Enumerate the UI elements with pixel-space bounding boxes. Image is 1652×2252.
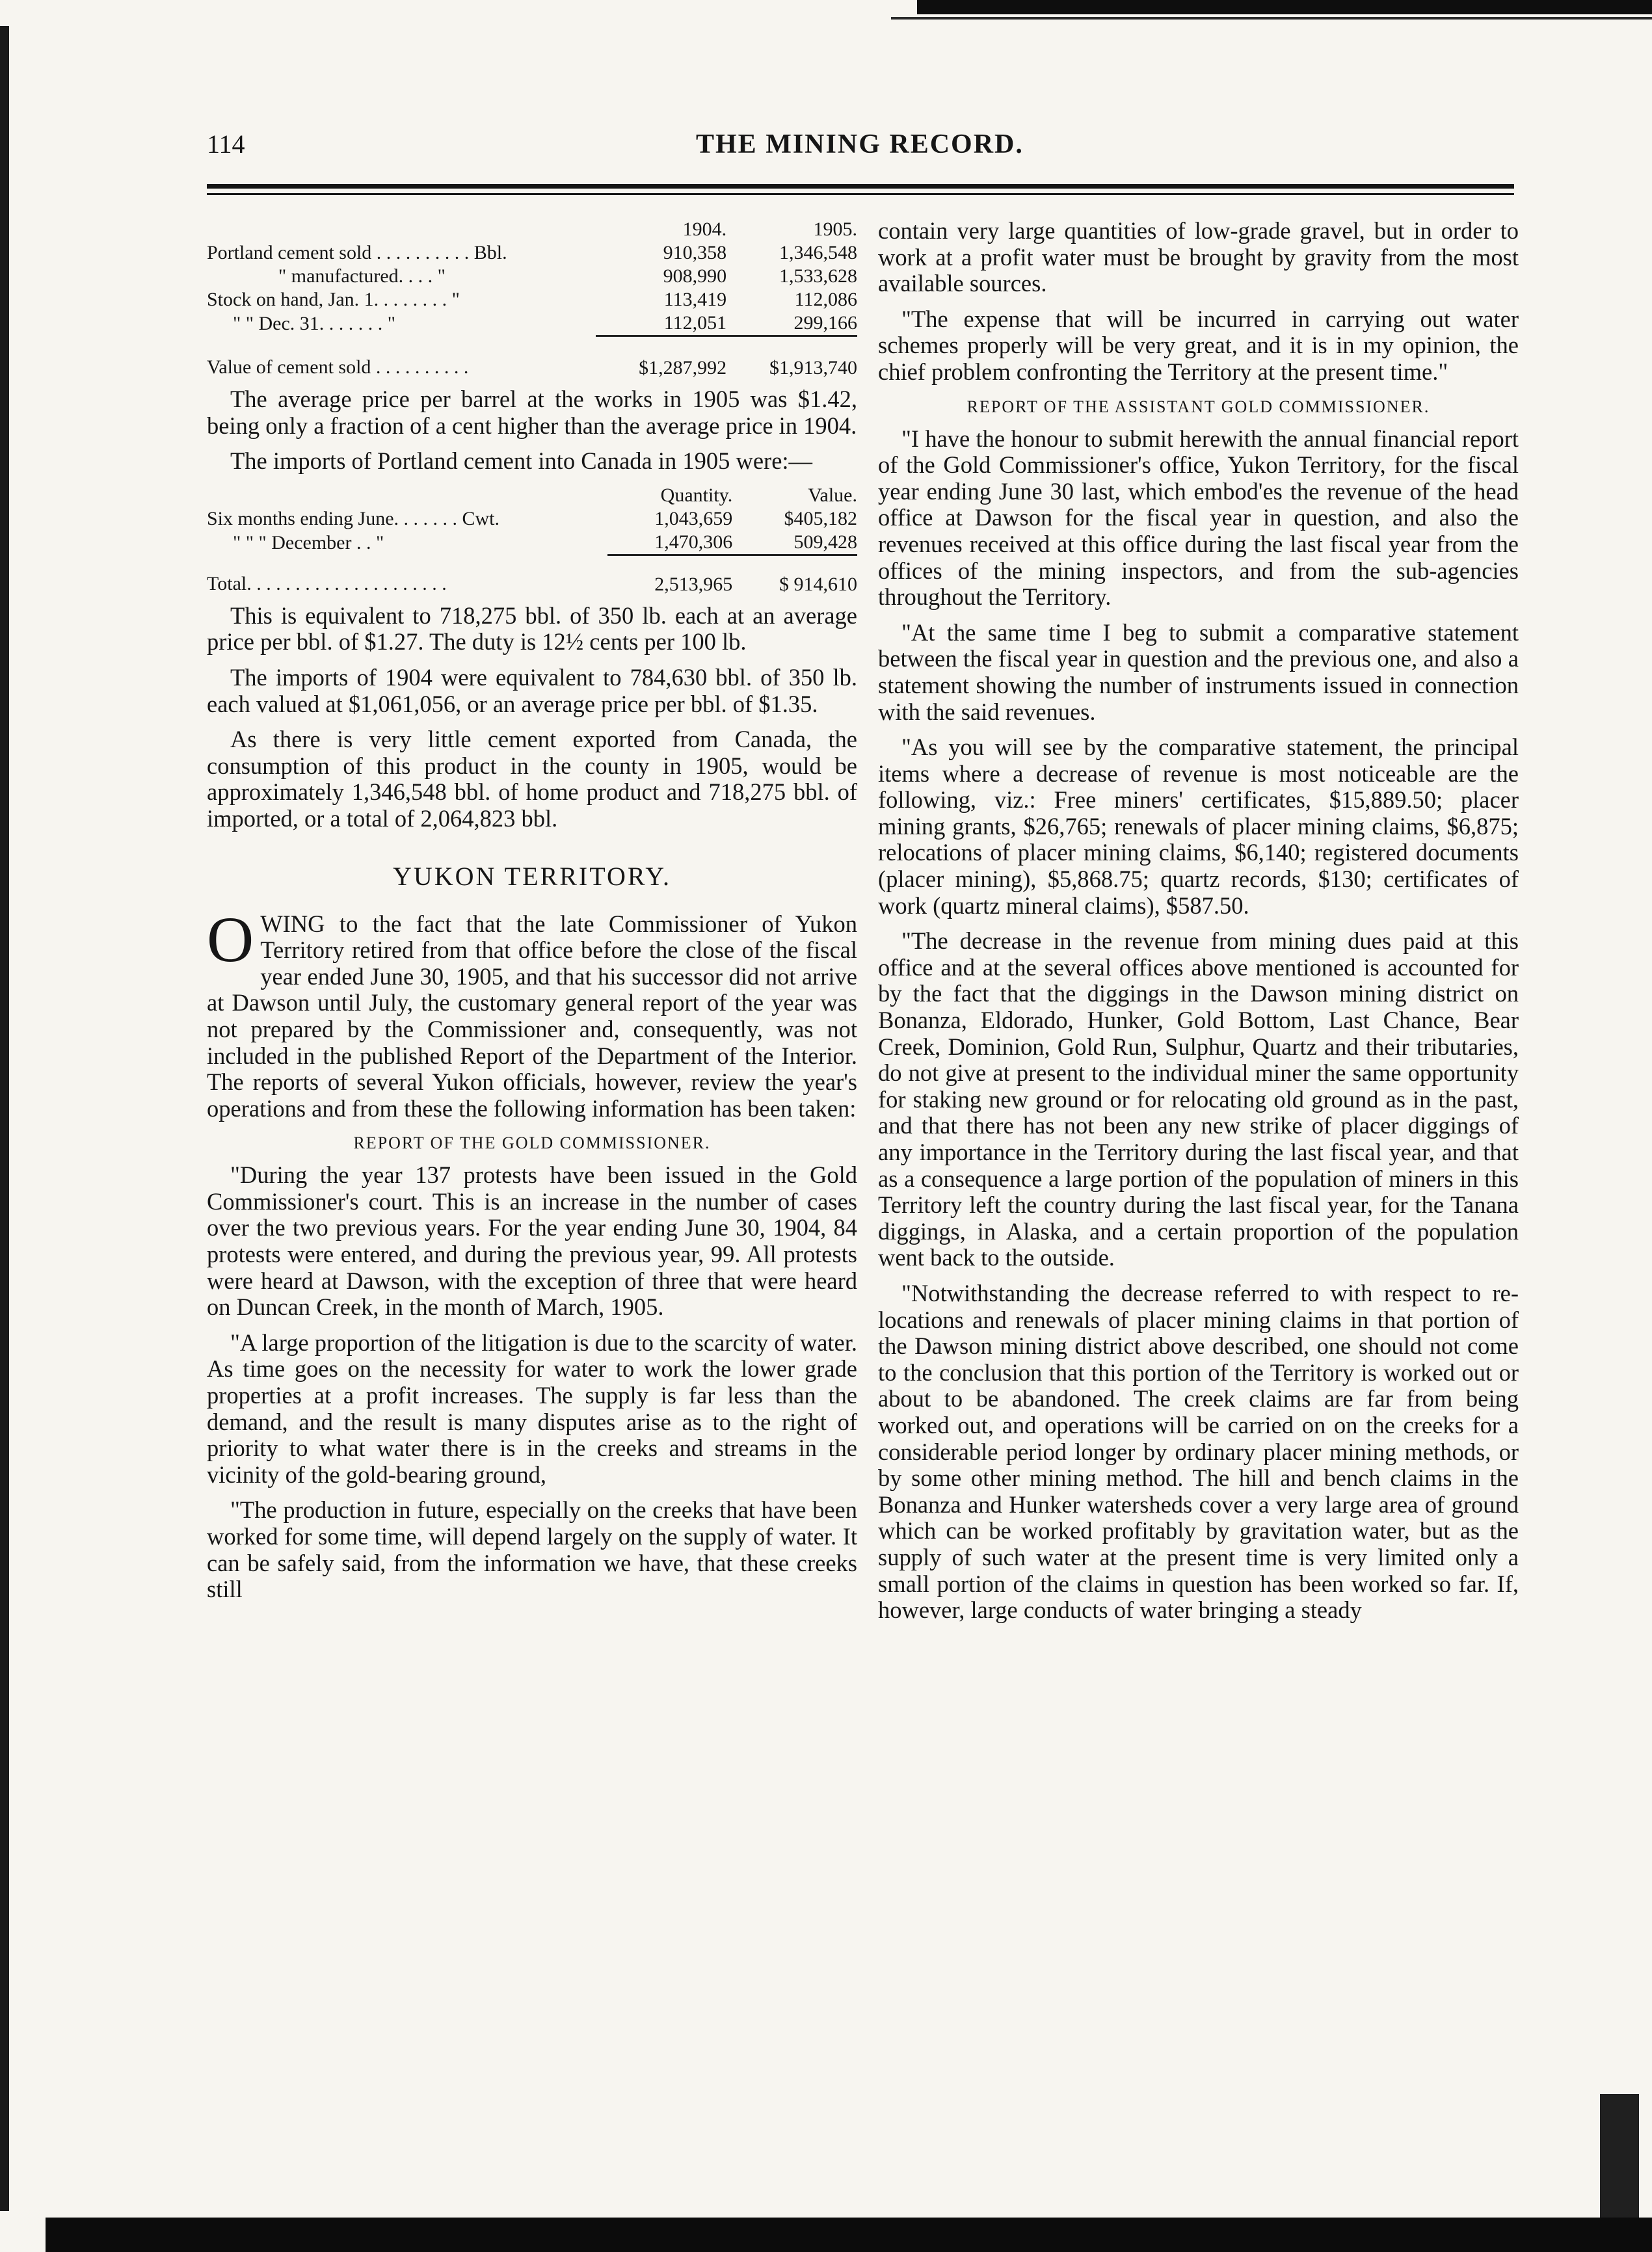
paragraph: "During the year 137 protests have been issued in the Gold Commissioner's court. This is an increase in the number of cases over the two previous years. For the year ending June 30, 1904, 84 protests were entered, and during the previous year, 99. All protests were heard at Dawson, with the exception of three that were heard on Duncan Creek, in the month of March, 1905. [207, 1161, 857, 1321]
paragraph: "The decrease in the revenue from mining dues paid at this office and at the several offices above mentioned is accounted for by the fact that the diggings in the Dawson mining district on Bonanza, Eldorado, Hunker, Gold Bottom, Last Chance, Bear Creek, Dominion, Gold Run, Sulphur, Quartz and their tributaries, do not give at present to the individual miner the same opportunity for staking new ground or for relocating old ground as in the past, and that there has not been any new strike of placer diggings of any importance in the Territory during the last fiscal year, and that as a consequence a large portion of the population of miners in this Territory left the country during the last fiscal year, for the Tanana diggings, in Alaska, and a certain proportion of the population went back to the outside. [878, 927, 1519, 1271]
year-1905-header: 1905. [813, 219, 857, 240]
table-row-total [207, 555, 857, 596]
value-label: Value of cement sold . . . . . . . . . . [207, 356, 469, 378]
cell-1905: 1,346,548 [779, 242, 857, 263]
scan-edge-bottom [46, 2218, 1652, 2252]
value-header: Value. [808, 484, 857, 506]
cell-value: 509,428 [732, 531, 857, 555]
paragraph: As there is very little cement exported from Canada, the consumption of this product in the county in 1905, would be approximately 1,346,548 bbl. of home product and 718,275 bbl. of imported, or a total of 2,064,823 bbl. [207, 726, 857, 832]
cell-quantity: 1,043,659 [654, 507, 733, 529]
total-label: Total. . . . . . . . . . . . . . . . . . . . . [207, 573, 447, 595]
section-title: YUKON TERRITORY. [392, 861, 672, 891]
scan-edge-top [917, 0, 1652, 14]
table-row [207, 507, 857, 531]
row-label: Six months ending June. . . . . . . Cwt. [207, 507, 500, 529]
cell-1905: 299,166 [726, 311, 857, 336]
paragraph: "Notwithstanding the decrease referred to with respect to re-locations and renewals of placer mining claims in that portion of the Dawson mining district above described, one should not come to the conclusion that this portion of the Territory is worked out or about to be abandoned. The creek claims are far from being worked out, and operations will be carried on on the creeks for a considerable period longer by ordinary placer mining methods, or by some other mining method. The hill and bench claims in the Bonanza and Hunker watersheds cover a very large area of ground which can be worked profitably by gravitation water, but as the supply of such water at the present time is very limited only a small portion of the claims in question has been worked so far. If, however, large conducts of water bringing a steady [878, 1279, 1519, 1624]
paragraph: "A large proportion of the litigation is due to the scarcity of water. As time goes on the necessity for water to work the lower grade properties at a profit increases. The supply is far less than the demand, and the result is many disputes arise as to the right of priority to what water there is in the creeks and streams in the vicinity of the gold-bearing ground, [207, 1329, 858, 1488]
table-row-total [207, 336, 857, 380]
table-row [207, 531, 857, 555]
running-title: THE MINING RECORD. [696, 129, 1024, 159]
paragraph: The imports of Portland cement into Canada in 1905 were:— [230, 447, 813, 475]
drop-cap: O [207, 903, 254, 975]
paragraph: "The expense that will be incurred in carrying out water schemes properly will be very great, and it is in my opinion, the chief problem confronting the Territory at the present time." [878, 305, 1519, 385]
page-number: 114 [207, 129, 245, 159]
year-1904-header: 1904. [682, 219, 727, 240]
paragraph: contain very large quantities of low-grade gravel, but in order to work at a profit water must be brought by gravity from the most available sources. [878, 217, 1519, 297]
value-1905: $1,913,740 [769, 357, 857, 378]
imports-table [207, 484, 857, 596]
total-value: $ 914,610 [779, 573, 857, 595]
table-row [207, 311, 857, 336]
cell-1904: 112,051 [596, 311, 726, 336]
cell-quantity: 1,470,306 [607, 531, 732, 555]
scan-edge-top-line [891, 17, 1652, 20]
paragraph: "At the same time I beg to submit a comparative statement between the fiscal year in question and the previous one, and also a statement showing the number of instruments issued in connection with the said revenues. [878, 618, 1519, 725]
cement-table [207, 218, 857, 380]
row-label: Portland cement sold . . . . . . . . . . Bbl. [207, 242, 507, 263]
paragraph: "The production in future, especially on the creeks that have been worked for some time, will depend largely on the supply of water. It can be safely said, from the information we have, that these creeks still [207, 1496, 857, 1603]
cell-1905: 112,086 [794, 289, 857, 310]
paragraph: "I have the honour to submit herewith the annual financial report of the Gold Commissioner's office, Yukon Territory, for the fiscal year ending June 30 last, which embod'es the revenue of the head office at Dawson for the fiscal year in question, and also the revenues received at this office during the last fiscal year from the offices of the mining inspectors, and from the sub-agencies throughout the Territory. [878, 425, 1519, 611]
paragraph: The imports of 1904 were equivalent to 784,630 bbl. of 350 lb. each valued at $1,061,056, or an average price per bbl. of $1.35. [207, 663, 857, 717]
table-row [207, 241, 857, 265]
paragraph: This is equivalent to 718,275 bbl. of 350 lb. each at an average price per bbl. of $1.27. The duty is 12½ cents per 100 lb. [207, 602, 857, 656]
scan-edge-corner [1600, 2094, 1639, 2218]
value-1904: $1,287,992 [639, 357, 727, 378]
table-row [207, 265, 857, 288]
quantity-header: Quantity. [660, 484, 733, 506]
total-quantity: 2,513,965 [654, 573, 733, 595]
cell-1904: 908,990 [663, 265, 727, 287]
intro-text: WING to the fact that the late Commissioner of Yukon Territory retired from that office before the close of the fiscal year ended June 30, 1905, and that his successor did not arrive at Dawson until July, the customary general report of the year was not prepared by the Commissioner and, consequently, was not included in the published Report of the Department of the Interior. The reports of several Yukon officials, however, review the year's operations and from these the following information has been taken: [207, 910, 857, 1122]
row-label: " " " December . . " [233, 531, 384, 553]
left-column [207, 218, 857, 1612]
row-label: " " Dec. 31. . . . . . . " [233, 312, 396, 334]
row-label: Stock on hand, Jan. 1. . . . . . . . " [207, 289, 460, 310]
intro-paragraph [207, 903, 857, 1122]
cell-1904: 113,419 [663, 289, 727, 310]
paragraph: "As you will see by the comparative statement, the principal items where a decrease of revenue is most noticeable are the following, viz.: Free miners' certificates, $15,889.50; placer mining grants, $26,765; renewals of placer mining claims, $6,875; relocations of placer mining claims, $6,140; registered documents (placer mining), $5,868.75; quartz records, $130; certificates of work (quartz mineral claims), $587.50. [878, 734, 1519, 919]
cell-1905: 1,533,628 [779, 265, 857, 287]
table-row [207, 288, 857, 311]
subhead-assistant-gold-commissioner: REPORT OF THE ASSISTANT GOLD COMMISSIONER. [966, 397, 1430, 416]
subhead-gold-commissioner: REPORT OF THE GOLD COMMISSIONER. [353, 1133, 711, 1153]
cell-1904: 910,358 [663, 242, 727, 263]
scan-edge-left [0, 26, 9, 2211]
row-label: " manufactured. . . . " [278, 265, 446, 287]
header-rule-thick [207, 184, 1514, 189]
cell-value: $405,182 [784, 507, 857, 529]
paragraph: The average price per barrel at the works in 1905 was $1.42, being only a fraction of a cent higher than the average price in 1904. [207, 386, 857, 439]
header-rule-thin [207, 193, 1514, 195]
right-column [878, 218, 1519, 1633]
